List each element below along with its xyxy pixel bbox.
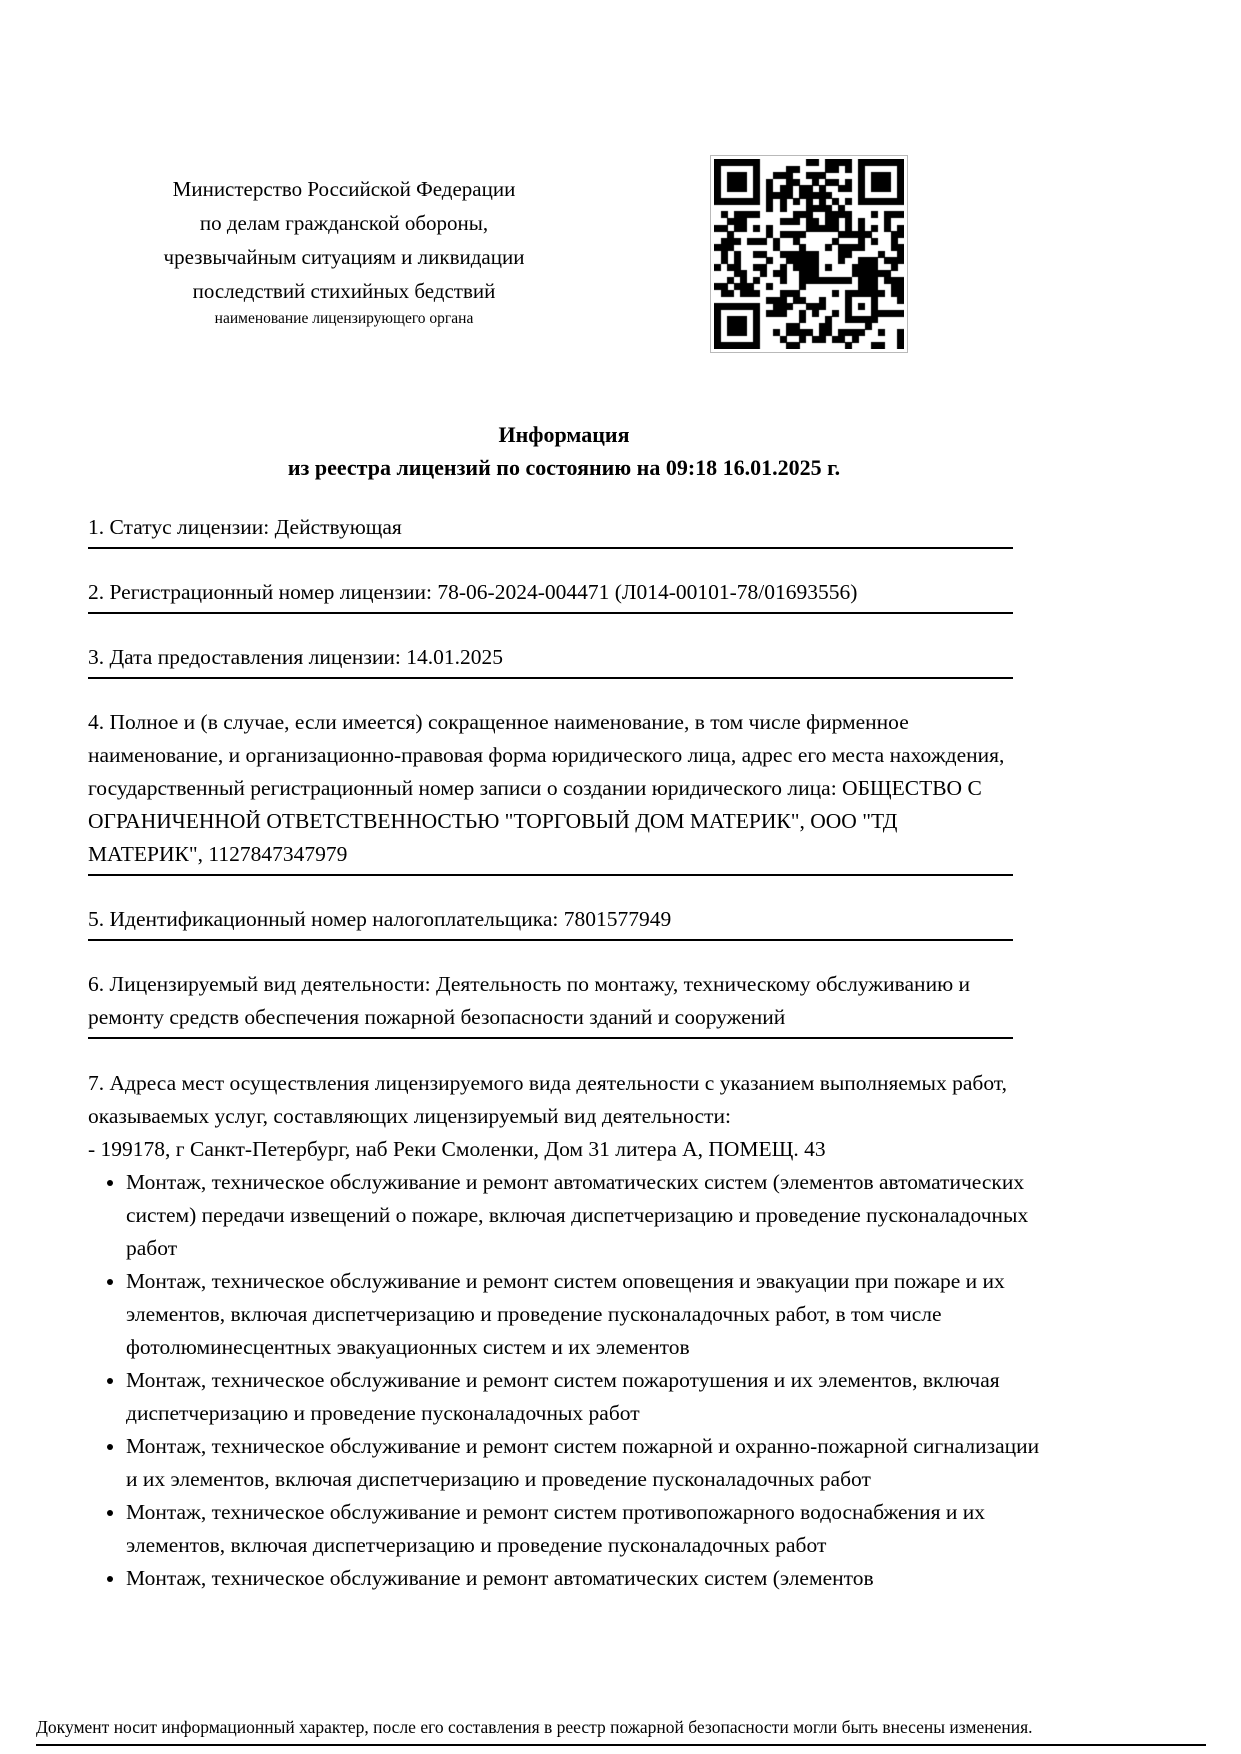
activity-item: • Монтаж, техническое обслуживание и ремонт систем пожарной и охранно-пожарной сигнализации и их элементов, включая диспетчеризацию и проведение пусконаладочных работ	[126, 1430, 1040, 1496]
activities-list	[88, 1166, 1040, 1595]
licensing-authority-block	[88, 172, 600, 329]
document-body	[88, 418, 1040, 1595]
qr-code-canvas	[714, 159, 904, 349]
section-addresses	[88, 1067, 1040, 1595]
activity-item: • Монтаж, техническое обслуживание и ремонт систем противопожарного водоснабжения и их элементов, включая диспетчеризацию и проведение пусконаладочных работ	[126, 1496, 1040, 1562]
activity-item: • Монтаж, техническое обслуживание и ремонт систем оповещения и эвакуации при пожаре и их элементов, включая диспетчеризацию и проведение пусконаладочных работ, в том числе фотолюминесцентных эвакуационных систем и их элементов	[126, 1265, 1040, 1364]
activity-item: • Монтаж, техническое обслуживание и ремонт систем пожаротушения и их элементов, включая диспетчеризацию и проведение пусконаладочных работ	[126, 1364, 1040, 1430]
authority-line-2: по делам гражданской обороны,	[199, 211, 489, 235]
field-licensed-activity: 6. Лицензируемый вид деятельности: Деятельность по монтажу, техническому обслуживанию и ремонту средств обеспечения пожарной безопасности зданий и сооружений	[88, 968, 1013, 1039]
authority-line-3: чрезвычайным ситуациям и ликвидации	[163, 245, 525, 269]
field-license-grant-date: 3. Дата предоставления лицензии: 14.01.2025	[88, 641, 1013, 679]
document-title-line-1: Информация	[498, 422, 630, 447]
authority-line-4: последствий стихийных бедствий	[192, 279, 496, 303]
field-legal-entity-name: 4. Полное и (в случае, если имеется) сокращенное наименование, в том числе фирменное наименование, и организационно-правовая форма юридического лица, адрес его места нахождения, государственный регистрационный номер записи о создании юридического лица: ОБЩЕСТВО С ОГРАНИЧЕННОЙ ОТВЕТСТВЕННОСТЬЮ "ТОРГОВЫЙ ДОМ МАТЕРИК", ООО "ТД МАТЕРИК", 1127847347979	[88, 706, 1013, 876]
authority-caption: наименование лицензирующего органа	[214, 310, 474, 327]
address-line: - 199178, г Санкт-Петербург, наб Реки Смоленки, Дом 31 литера А, ПОМЕЩ. 43	[88, 1137, 826, 1161]
field-taxpayer-id: 5. Идентификационный номер налогоплательщика: 7801577949	[88, 903, 1013, 941]
footer-disclaimer: Документ носит информационный характер, после его составления в реестр пожарной безопасности могли быть внесены изменения.	[36, 1714, 1206, 1746]
authority-line-1: Министерство Российской Федерации	[172, 177, 516, 201]
field-registration-number: 2. Регистрационный номер лицензии: 78-06-2024-004471 (Л014-00101-78/01693556)	[88, 576, 1013, 614]
qr-code	[710, 155, 908, 353]
addresses-intro: 7. Адреса мест осуществления лицензируемого вида деятельности с указанием выполняемых работ, оказываемых услуг, составляющих лицензируемый вид деятельности:	[88, 1071, 1007, 1128]
activity-item: • Монтаж, техническое обслуживание и ремонт автоматических систем (элементов	[126, 1562, 1040, 1595]
activity-item: • Монтаж, техническое обслуживание и ремонт автоматических систем (элементов автоматических систем) передачи извещений о пожаре, включая диспетчеризацию и проведение пусконаладочных работ	[126, 1166, 1040, 1265]
field-license-status: 1. Статус лицензии: Действующая	[88, 511, 1013, 549]
document-title-line-2: из реестра лицензий по состоянию на 09:18 16.01.2025 г.	[287, 455, 841, 480]
